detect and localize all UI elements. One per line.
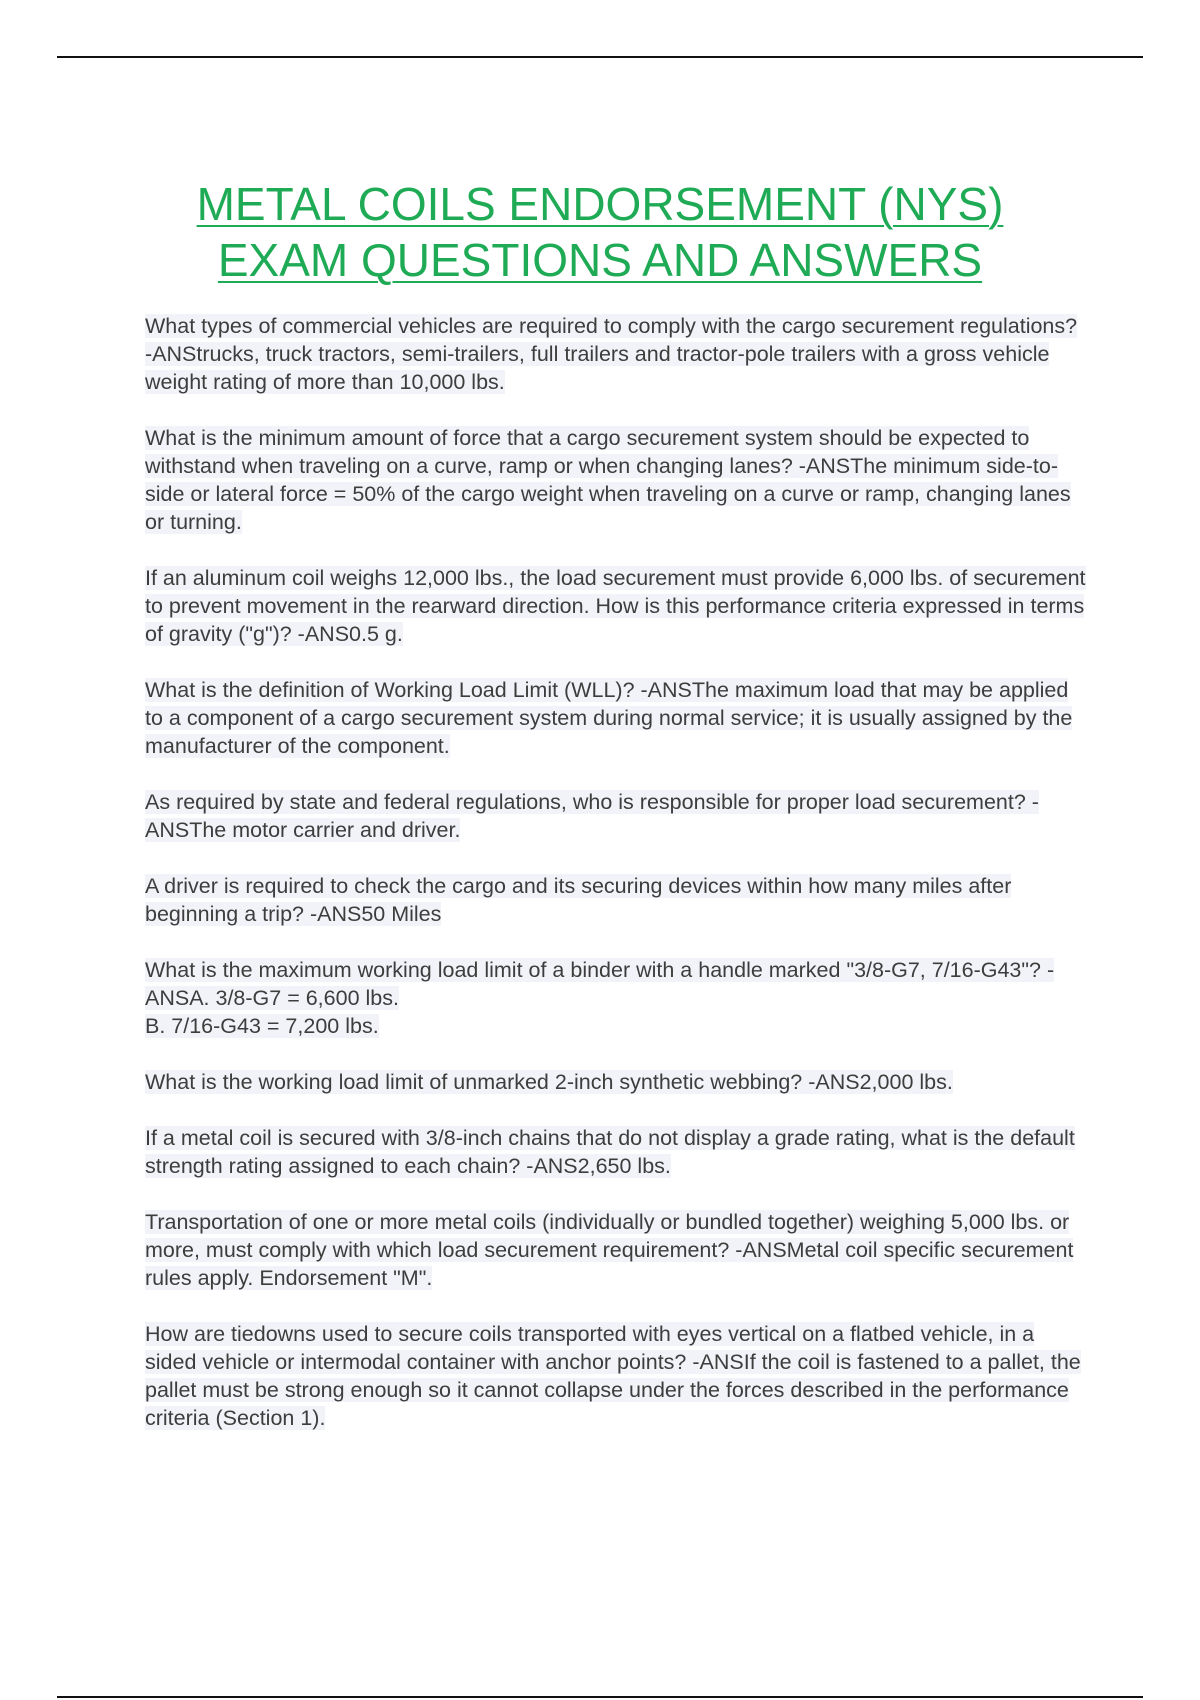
qa-item	[145, 676, 1090, 760]
qa-text: How are tiedowns used to secure coils transported with eyes vertical on a flatbed vehicle, in a sided vehicle or intermodal container with anchor points? -ANSIf the coil is fastened to a pallet, the pallet must be strong enough so it cannot collapse under the forces described in the performance criteria (Section 1).	[145, 1322, 1081, 1430]
qa-item	[145, 312, 1090, 396]
qa-text: A driver is required to check the cargo and its securing devices within how many miles after beginning a trip? -ANS50 Miles	[145, 874, 1012, 926]
qa-item	[145, 1320, 1090, 1432]
footer-rule	[57, 1696, 1143, 1698]
qa-text: What is the minimum amount of force that a cargo securement system should be expected to withstand when traveling on a curve, ramp or when changing lanes? -ANSThe minimum side-to-side or lateral force = 50% of the cargo weight when traveling on a curve or ramp, changing lanes or turning.	[145, 426, 1071, 534]
qa-text: If an aluminum coil weighs 12,000 lbs., the load securement must provide 6,000 lbs. of securement to prevent movement in the rearward direction. How is this performance criteria expressed in terms of gravity ("g")? -ANS0.5 g.	[145, 566, 1086, 646]
qa-text-continued: B. 7/16-G43 = 7,200 lbs.	[145, 1014, 379, 1038]
qa-item	[145, 564, 1090, 648]
title-line-1: METAL COILS ENDORSEMENT (NYS)	[196, 178, 1004, 230]
qa-item	[145, 424, 1090, 536]
qa-item	[145, 1068, 1090, 1096]
qa-text: What is the definition of Working Load Limit (WLL)? -ANSThe maximum load that may be applied to a component of a cargo securement system during normal service; it is usually assigned by the manufacturer of the component.	[145, 678, 1073, 758]
qa-list	[145, 312, 1090, 1460]
title-line-2: EXAM QUESTIONS AND ANSWERS	[217, 234, 983, 286]
qa-item	[145, 956, 1090, 1040]
qa-text: Transportation of one or more metal coils (individually or bundled together) weighing 5,000 lbs. or more, must comply with which load securement requirement? -ANSMetal coil specific securement rules apply. Endorsement "M".	[145, 1210, 1074, 1290]
header-rule	[57, 56, 1143, 58]
qa-text: As required by state and federal regulations, who is responsible for proper load securement? -ANSThe motor carrier and driver.	[145, 790, 1039, 842]
qa-item	[145, 1208, 1090, 1292]
qa-text: What is the maximum working load limit of a binder with a handle marked "3/8-G7, 7/16-G43"? -ANSA. 3/8-G7 = 6,600 lbs.	[145, 958, 1055, 1010]
qa-text: What is the working load limit of unmarked 2-inch synthetic webbing? -ANS2,000 lbs.	[145, 1070, 953, 1094]
qa-item	[145, 872, 1090, 928]
qa-item	[145, 788, 1090, 844]
page-title	[90, 176, 1110, 288]
qa-item	[145, 1124, 1090, 1180]
qa-text: If a metal coil is secured with 3/8-inch chains that do not display a grade rating, what is the default strength rating assigned to each chain? -ANS2,650 lbs.	[145, 1126, 1075, 1178]
qa-text: What types of commercial vehicles are required to comply with the cargo securement regulations? -ANStrucks, truck tractors, semi-trailers, full trailers and tractor-pole trailers with a gross vehicle weight rating of more than 10,000 lbs.	[145, 314, 1078, 394]
